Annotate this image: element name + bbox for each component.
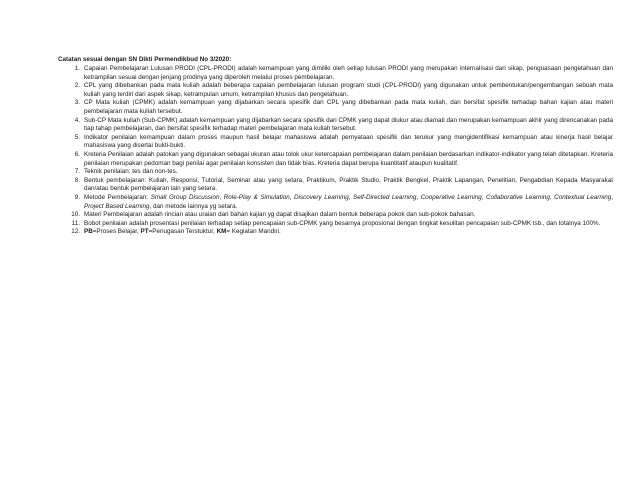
list-item	[58, 99, 613, 116]
list-item	[58, 228, 613, 237]
method-term: Contextual Learning	[554, 194, 612, 201]
method-term: Role-Play & Simulation	[223, 194, 290, 201]
method-term: Cooperative Learning	[420, 194, 482, 201]
abbr-key: KM	[216, 228, 227, 236]
abbr-key: PB	[84, 228, 93, 236]
item-number: 9.	[74, 194, 80, 201]
item-text: Materi Pembelajaran adalah rincian atau uraian dari bahan kajian yg dapat disajikan dalam bentuk beberapa pokok dan sub-pokok bahasan.	[84, 211, 476, 219]
methods-suffix: , dan metode lainnya yg setara.	[149, 202, 238, 210]
item-text: Capaian Pembelajaran Lulusan PRODI (CPL-PRODI) adalah kemampuan yang dimiliki oleh setiap lulusan PRODI yang merupakan internalisasi dari sikap, penguasaan pengetahuan dan ketrampilan sesuai dengan jenjang prodinya yang diperoleh melalui proses pembelajaran.	[84, 65, 613, 81]
item-text: CP Mata kuliah (CPMK) adalah kemampuan yang dijabarkan secara spesifik dari CPL yang dibebankan pada mata kuliah, dan bersifat spesifik terhadap bahan kajian atau materi pembelajaran mata kuliah tersebut.	[84, 99, 613, 116]
list-item	[58, 220, 613, 229]
item-number: 11.	[71, 219, 80, 227]
list-item	[58, 117, 613, 134]
method-term: Collaborative Learning	[486, 194, 550, 201]
list-item	[58, 82, 613, 99]
list-item	[58, 177, 613, 194]
method-term: Discovery Learning	[294, 194, 349, 201]
item-text	[84, 228, 281, 235]
item-text: Indikator penilaian kemampuan dalam proses maupun hasil belajar mahasiswa adalah pernyataan spesifik dan terukur yang mengidentifikasi kemampuan atau kinerja hasil belajar mahasiswa yang disertai bukti-bukti.	[84, 133, 613, 150]
list-item	[58, 168, 613, 177]
item-number: 3.	[74, 99, 80, 107]
item-number: 12.	[71, 228, 80, 236]
item-number: 2.	[74, 82, 80, 90]
method-term: Project Based Learning	[84, 202, 150, 210]
list-item	[58, 194, 613, 211]
methods-prefix: Metode Pembelajaran:	[84, 194, 151, 201]
item-number: 7.	[74, 168, 80, 176]
item-text: Bobot penilaian adalah prosentasi penilaian terhadap setiap pencapaian sub-CPMK yang besarnya proposional dengan tingkat kesulitan pencapaian sub-CPMK tsb., dan totalnya 100%.	[84, 219, 601, 227]
item-text: CPL yang dibebankan pada mata kuliah adalah beberapa capaian pembelajaran lulusan program studi (CPL-PRODI) yang digunakan untuk pembentukan/pengembangan sebuah mata kuliah yang terdiri dari aspek sikap, ketrampulan umum, ketrampilan khusus dan pengetahuan.	[84, 82, 613, 98]
item-number: 1.	[74, 65, 80, 73]
abbr-value: =Proses Belajar,	[92, 228, 141, 236]
item-text: Kreteria Penilaian adalah patokan yang digunakan sebagai ukuran atau tolok ukur ketercapaian pembelajaran dalam penilaian berdasarkan indikator-indikator yang telah ditetapkan. Kreteria penilaian merupakan pedoman bagi penilai agar penilaian konsisten dan tidak bias. Kreteria dapat berupa kuantitatif ataupun kualitatif.	[84, 151, 613, 167]
item-number: 6.	[74, 151, 80, 159]
notes-list	[58, 65, 613, 237]
item-number: 5.	[74, 133, 80, 141]
item-number: 10.	[71, 211, 80, 219]
abbr-key: PT	[140, 228, 149, 236]
method-term: Small Group Discussion	[150, 194, 220, 201]
item-text: Sub-CP Mata kuliah (Sub-CPMK) adalah kemampuan yang dijabarkan secara spesifik dari CPMK yang dapat diukur atau diamati dan merupakan kemampuan akhir yang direncanakan pada tiap tahap pembelajaran, dan bersifat spesifik terhadap materi pembelajaran mata kuliah tersebut.	[84, 116, 613, 133]
abbr-value: = Kegiatan Mandiri.	[226, 228, 281, 236]
abbr-value: =Penugasan Terstuktur,	[148, 228, 217, 236]
list-item	[58, 211, 613, 220]
notes-document	[58, 56, 613, 237]
item-number: 8.	[74, 176, 80, 184]
list-item	[58, 151, 613, 168]
item-number: 4.	[74, 116, 80, 124]
list-item	[58, 134, 613, 151]
list-item	[58, 65, 613, 82]
item-text: Teknik penilaian: tes dan non-tes.	[84, 168, 178, 176]
notes-heading: Catatan sesuai dengan SN Dikti Permendikbud No 3/2020:	[58, 56, 232, 63]
item-text: Bentuk pembelajaran: Kuliah, Responsi, Tutorial, Seminar atau yang setara, Praktikum, Praktik Studio, Praktik Bengkel, Praktik Lapangan, Penelitian, Pengabdian Kepada Masyarakat dan/atau bentuk pembelajaran lain yang setara.	[84, 176, 613, 193]
item-text: Metode Pembelajaran: Small Group Discussion, Role-Play & Simulation, Discovery Learning, Self-Directed Learning, Cooperative Learning, Collaborative Learning, Contextual Learning, Project Based Learning, dan metode lainnya yg setara.	[84, 194, 614, 210]
method-term: Self-Directed Learning	[353, 194, 417, 201]
